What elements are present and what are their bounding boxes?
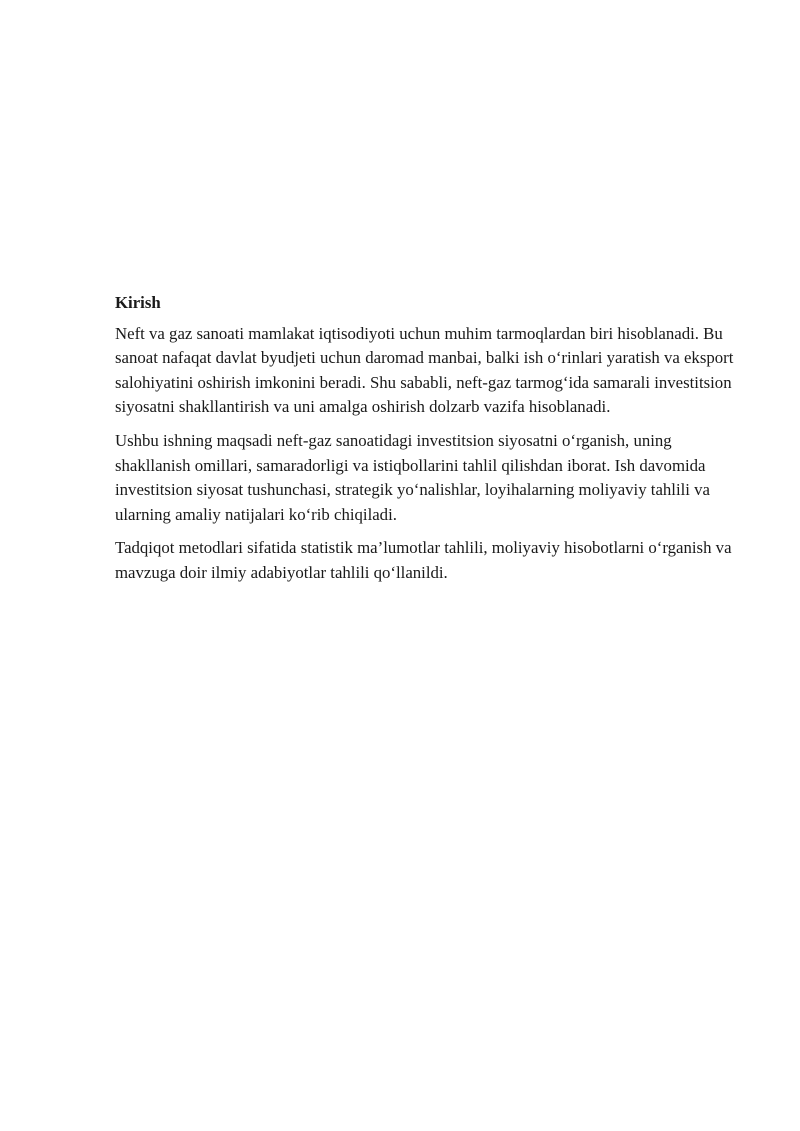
paragraph-purpose: Ushbu ishning maqsadi neft-gaz sanoatidagi investitsion siyosatni o‘rganish, uning shakllanish omillari, samaradorligi va istiqbollarini tahlil qilishdan iborat. Ish davomida investitsion siyosat tushunchasi, strategik yo‘nalishlar, loyihalarning moliyaviy tahlili va ularning amaliy natijalari ko‘rib chiqiladi. [115, 430, 710, 524]
document-body [115, 291, 750, 595]
section-heading: Kirish [115, 293, 161, 312]
paragraph-methods: Tadqiqot metodlari sifatida statistik ma’lumotlar tahlili, moliyaviy hisobotlarni o‘rganish va mavzuga doir ilmiy adabiyotlar tahlili qo‘llanildi. [115, 538, 732, 582]
paragraph-intro: Neft va gaz sanoati mamlakat iqtisodiyoti uchun muhim tarmoqlardan biri hisoblanadi. Bu sanoat nafaqat davlat byudjeti uchun daromad manbai, balki ish o‘rinlari yaratish va eksport salohiyatini oshirish imkonini beradi. Shu sababli, neft-gaz tarmog‘ida samarali investitsion siyosatni shakllantirish va uni amalga oshirish dolzarb vazifa hisoblanadi. [115, 323, 734, 417]
